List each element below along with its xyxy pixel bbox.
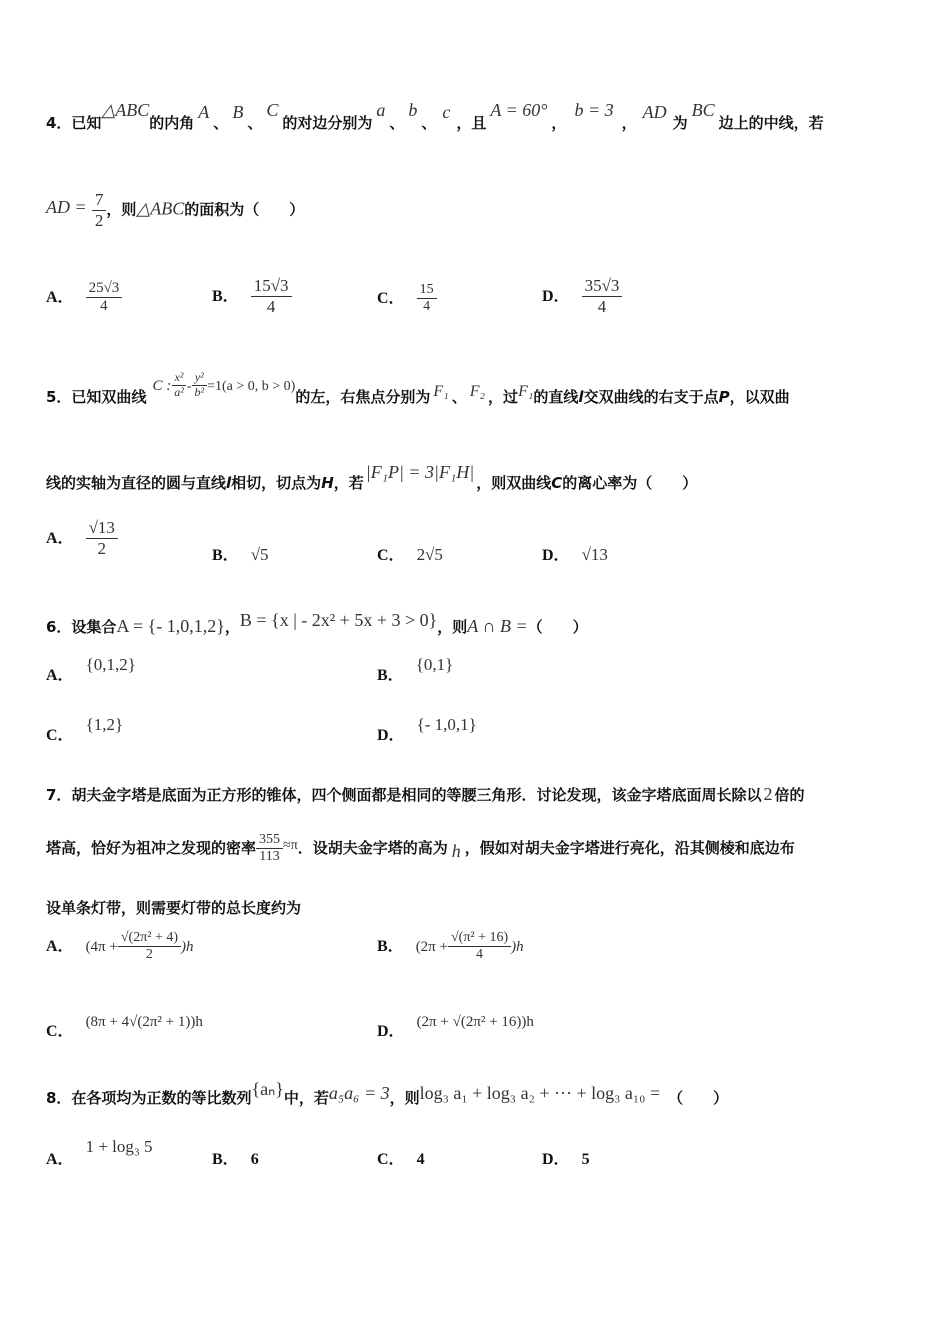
q4-AD-lhs: AD = (46, 196, 87, 217)
question-5-line-1 (46, 370, 790, 412)
option-expr-suffix: )h (181, 939, 194, 956)
q6-option-a[interactable] (46, 655, 136, 685)
q7-option-c[interactable] (46, 1014, 203, 1041)
q5-text: 的左，右焦点分别为 (295, 387, 431, 406)
q4-sep: 、 (389, 114, 405, 132)
q5-text: 的直线 (533, 387, 579, 406)
q5-y-fraction (191, 371, 207, 400)
q5-point-H: H (321, 474, 334, 492)
q6-set-B: B = {x | - 2x² + 5x + 3 > 0} (239, 610, 438, 630)
q4-triangle: △ABC (136, 198, 185, 219)
option-label: D． (542, 1151, 570, 1168)
q5-text: 相切，切点为 (231, 474, 322, 492)
q4-var-B: B (232, 102, 244, 122)
option-value: 1 + log₃ 5 (85, 1137, 153, 1156)
q6-text: 6．设集合 (46, 618, 117, 636)
q5-text: ，则双曲线 (476, 474, 552, 492)
option-label: A． (46, 289, 74, 307)
option-fraction (86, 280, 123, 316)
q4-var-BC: BC (691, 100, 715, 120)
q4-option-d[interactable] (542, 276, 622, 316)
q4-b-condition: b = 3 (574, 100, 614, 120)
option-label: B． (377, 667, 404, 684)
q4-var-a: a (376, 100, 386, 120)
q8-text: 中，若 (283, 1089, 329, 1107)
q4-sep: 、 (247, 114, 263, 132)
option-value: {0,1} (415, 655, 454, 674)
option-value: (2π + √(2π² + 16))h (416, 1014, 534, 1030)
q5-text: 的离心率为（ ） (562, 474, 698, 492)
q8-option-b[interactable] (212, 1146, 271, 1169)
q5-x-fraction (171, 371, 187, 400)
question-4-line-1 (46, 100, 824, 133)
q7-text: ．设胡夫金字塔的高为 (297, 839, 448, 858)
q4-text: 的面积为（ ） (184, 200, 305, 219)
q4-text: ，且 (456, 114, 487, 132)
q4-text: 为 (672, 114, 688, 132)
fraction-denominator: 4 (423, 299, 431, 315)
q7-text: 倍的 (774, 786, 805, 804)
q4-sep: ， (621, 114, 637, 132)
q8-text: ，则 (389, 1089, 420, 1107)
q4-var-C: C (266, 100, 279, 120)
fraction-numerator: √(π² + 16) (448, 930, 511, 947)
q5-text: ，过 (488, 387, 519, 406)
q5-text: ，若 (333, 474, 364, 492)
q5-option-c[interactable] (377, 542, 443, 565)
q7-option-d[interactable] (377, 1014, 534, 1041)
fraction-numerator: 15√3 (251, 276, 292, 297)
q4-option-a[interactable] (46, 280, 122, 316)
q4-var-AD: AD (642, 102, 667, 122)
fraction-denominator: 2 (97, 538, 106, 558)
q7-ratio-fraction (256, 832, 283, 865)
q4-triangle: △ABC (101, 100, 150, 120)
option-label: C． (377, 1151, 405, 1168)
q5-option-d[interactable] (542, 542, 608, 565)
q5-text: 线的实轴为直径的圆与直线 (46, 474, 227, 492)
q5-line-l: l (578, 387, 584, 406)
option-value: {0,1,2} (85, 655, 136, 674)
option-value: 2√5 (416, 545, 443, 564)
q4-var-b: b (408, 100, 418, 120)
question-5-line-2 (46, 462, 698, 493)
q6-option-d[interactable] (377, 715, 477, 745)
option-label: B． (212, 547, 239, 564)
option-fraction (582, 276, 623, 316)
option-fraction (417, 282, 437, 315)
q5-line-l: l (226, 474, 232, 492)
q8-log-sum: log₃ a₁ + log₃ a₂ + ··· + log₃ a₁₀ = (419, 1083, 661, 1103)
fraction-denominator: 2 (145, 947, 153, 963)
fraction-denominator: b² (194, 384, 205, 399)
fraction-denominator: 2 (94, 210, 104, 230)
option-value: (8π + 4√(2π² + 1))h (85, 1014, 203, 1030)
option-label: D． (377, 1023, 405, 1040)
q7-var-h: h (451, 841, 461, 862)
q6-option-c[interactable] (46, 715, 124, 745)
fraction-numerator: 355 (256, 832, 283, 849)
option-label: C． (377, 290, 405, 308)
q7-option-a[interactable] (46, 930, 194, 963)
q7-text: ，假如对胡夫金字塔进行亮化，沿其侧棱和底边布 (464, 839, 795, 858)
q8-option-a[interactable] (46, 1137, 153, 1169)
q7-approx-pi: ≈π (283, 838, 298, 854)
q4-var-c: c (442, 102, 451, 122)
q5-focus-F2: F₂ (469, 382, 486, 400)
q5-text: 5．已知双曲线 (46, 387, 147, 406)
q8-text: 8．在各项均为正数的等比数列 (46, 1089, 252, 1107)
question-4-line-2 (46, 190, 304, 230)
option-label: C． (46, 1023, 74, 1040)
q5-text: ，以双曲 (729, 387, 790, 406)
fraction-numerator: y² (192, 371, 207, 386)
q5-focus-F1: F₁ (518, 382, 534, 400)
q5-option-a[interactable] (46, 518, 118, 558)
q4-text: 的对边分别为 (282, 114, 373, 132)
q6-sep: ， (224, 618, 240, 636)
option-value: √13 (581, 545, 608, 564)
q8-sequence: {aₙ} (251, 1079, 284, 1099)
fraction-numerator: 15 (417, 282, 437, 299)
q6-option-b[interactable] (377, 655, 454, 685)
q4-text: 4．已知 (46, 114, 102, 132)
option-label: D． (542, 287, 570, 305)
option-fraction (251, 276, 292, 316)
fraction-denominator: 4 (100, 298, 108, 315)
option-label: D． (542, 547, 570, 564)
option-expr-suffix: )h (511, 939, 524, 956)
q5-curve-condition: =1(a > 0, b > 0) (207, 378, 296, 394)
question-6 (46, 610, 588, 637)
option-fraction (86, 518, 118, 558)
q5-option-b[interactable] (212, 542, 269, 565)
option-value: √5 (250, 545, 269, 564)
q7-number-2: 2 (763, 784, 773, 804)
option-fraction (118, 930, 181, 963)
q8-text: （ ） (668, 1089, 729, 1107)
q4-text: 的内角 (149, 114, 195, 132)
fraction-denominator: 113 (259, 849, 280, 865)
question-8 (46, 1079, 729, 1108)
option-expr-prefix: (4π + (85, 939, 118, 956)
q5-text: 交双曲线的右支于点 (583, 387, 719, 406)
fraction-numerator: 7 (92, 190, 107, 211)
q7-option-b[interactable] (377, 930, 524, 963)
q7-text: 设单条灯带，则需要灯带的总长度约为 (46, 899, 302, 917)
fraction-numerator: 35√3 (582, 276, 623, 297)
option-label: A． (46, 529, 74, 547)
q7-text: 7．胡夫金字塔是底面为正方形的锥体，四个侧面都是相同的等腰三角形．讨论发现，该金字塔底面周长除以 (46, 786, 762, 804)
option-label: D． (377, 727, 405, 744)
q4-AD-fraction (92, 190, 107, 230)
option-label: B． (377, 938, 404, 956)
q6-text: （ ） (527, 618, 588, 636)
q6-text: ，则 (437, 618, 468, 636)
q4-sep: 、 (213, 114, 229, 132)
q5-minus: - (186, 378, 192, 394)
option-expr-prefix: (2π + (415, 939, 448, 956)
fraction-denominator: 4 (266, 296, 276, 316)
option-label: A． (46, 938, 74, 956)
q8-option-d[interactable] (542, 1146, 602, 1169)
q4-text: ，则 (106, 200, 137, 219)
q8-option-c[interactable] (377, 1146, 437, 1169)
q5-focus-F1: F₁ (433, 382, 449, 400)
q5-curve-name: C : (152, 377, 172, 394)
q5-sep: 、 (451, 387, 467, 406)
question-7-line-2 (46, 832, 795, 865)
fraction-numerator: √13 (86, 518, 118, 539)
option-label: B． (212, 1151, 239, 1168)
fraction-numerator: x² (172, 371, 187, 386)
option-value: 6 (250, 1151, 259, 1168)
q4-sep: 、 (421, 114, 437, 132)
q6-intersection: A ∩ B = (467, 616, 528, 636)
option-value: {- 1,0,1} (416, 715, 477, 734)
question-7-line-1 (46, 784, 804, 805)
option-fraction (448, 930, 511, 963)
option-label: A． (46, 1151, 74, 1168)
fraction-denominator: 4 (597, 296, 607, 316)
q4-text: 边上的中线，若 (718, 114, 824, 132)
q7-text: 塔高，恰好为祖冲之发现的密率 (46, 839, 257, 858)
q4-option-c[interactable] (377, 282, 437, 315)
option-label: B． (212, 287, 239, 305)
q4-sep: ， (551, 114, 567, 132)
option-label: A． (46, 667, 74, 684)
q5-curve-C: C (551, 474, 563, 492)
fraction-denominator: 4 (476, 947, 484, 963)
fraction-numerator: 25√3 (86, 280, 123, 298)
option-value: 4 (416, 1151, 425, 1168)
fraction-numerator: √(2π² + 4) (118, 930, 181, 947)
option-label: C． (46, 727, 74, 744)
q4-var-A: A (198, 102, 210, 122)
option-value: {1,2} (85, 715, 124, 734)
fraction-denominator: a² (174, 384, 184, 399)
option-label: C． (377, 547, 405, 564)
q6-set-A: A = {- 1,0,1,2} (116, 616, 225, 636)
q5-condition: |F₁P| = 3|F₁H| (365, 462, 475, 482)
question-7-line-3 (46, 897, 301, 918)
q4-angle-condition: A = 60° (490, 100, 548, 120)
q4-option-b[interactable] (212, 276, 292, 316)
q8-condition: a₅a₆ = 3 (328, 1083, 390, 1103)
q5-point-P: P (718, 387, 730, 406)
option-value: 5 (581, 1151, 590, 1168)
